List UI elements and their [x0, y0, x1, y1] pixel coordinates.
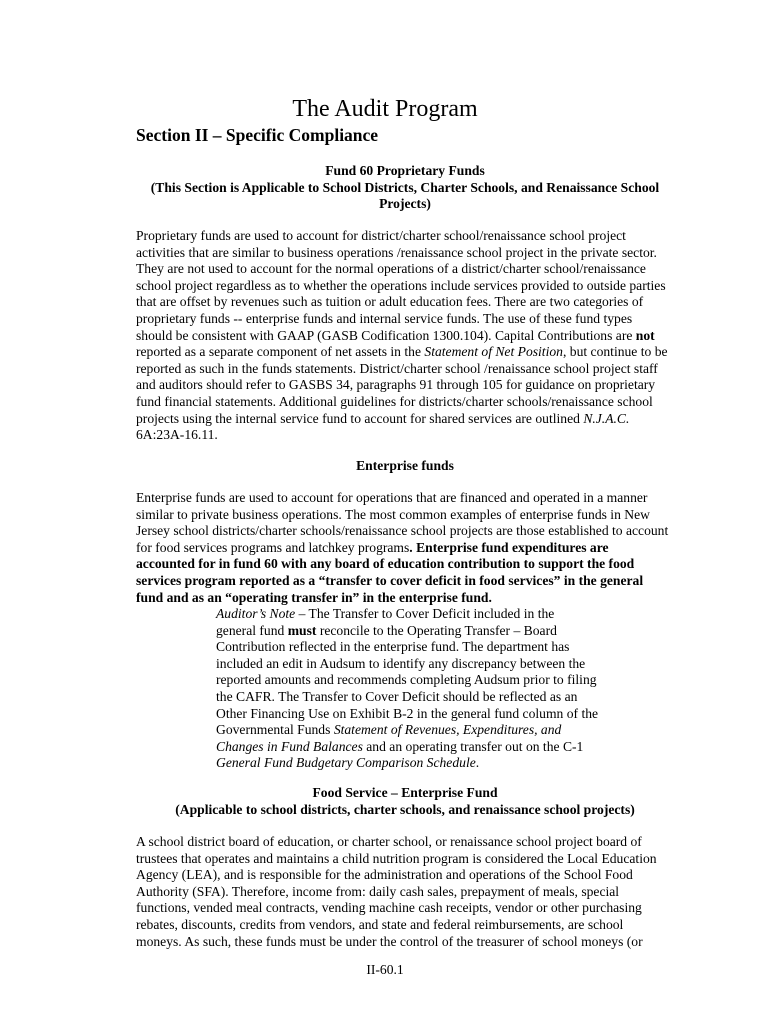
text-line: included an edit in Audsum to identify any discrepancy between the	[216, 655, 586, 671]
text-line	[216, 722, 636, 739]
text-line: 6A:23A-16.11.	[136, 427, 218, 443]
text-line: They are not used to account for the normal operations of a district/charter school/renaissance	[136, 261, 646, 277]
bold-emphasis: must	[287, 622, 317, 638]
bold-line: accounted for in fund 60 with any board of education contribution to support the food	[136, 556, 635, 572]
text-run: projects using the internal service fund to account for shared services are outlined	[136, 410, 584, 426]
fund-heading	[110, 163, 700, 213]
page-number: II-60.1	[366, 962, 404, 977]
text-line: A school district board of education, or charter school, or renaissance school project board of	[136, 834, 642, 849]
text-run: reconcile to the Operating Transfer – Board	[316, 622, 557, 638]
food-service-heading-line: Food Service – Enterprise Fund	[312, 785, 498, 800]
italic-citation: N.J.A.C.	[583, 410, 630, 426]
proprietary-funds-paragraph	[136, 228, 696, 444]
text-line: Contribution reflected in the enterprise fund. The department has	[216, 639, 570, 655]
text-run: Governmental Funds	[216, 722, 334, 738]
text-line: reported as such in the funds statements. District/charter school /renaissance school project staff	[136, 360, 658, 376]
text-line: trustees that operates and maintains a child nutrition program is considered the Local Education	[136, 850, 657, 866]
text-run: for food services programs and latchkey programs	[136, 539, 410, 555]
text-line	[136, 328, 696, 345]
text-line	[136, 344, 696, 361]
text-line	[216, 623, 636, 640]
text-line: functions, vended meal contracts, vending machine cash receipts, vendor or other purchasing	[136, 900, 642, 916]
bold-line: fund and as an “operating transfer in” in the enterprise fund.	[136, 589, 492, 605]
text-run: and an operating transfer out on the C-1	[362, 738, 584, 754]
food-service-heading	[110, 785, 700, 818]
section-heading: Section II – Specific Compliance	[136, 125, 379, 145]
text-line: Agency (LEA), and is responsible for the administration and operations of the School Food	[136, 867, 633, 883]
text-line: Jersey school districts/charter schools/renaissance school projects are those established to account	[136, 523, 669, 539]
italic-title: Changes in Fund Balances	[216, 738, 363, 754]
text-line: the CAFR. The Transfer to Cover Deficit should be reflected as an	[216, 688, 578, 704]
text-line: Enterprise funds are used to account for operations that are financed and operated in a manner	[136, 490, 648, 505]
text-run: .	[475, 755, 480, 771]
text-run: should be consistent with GAAP (GASB Codification 1300.104). Capital Contributions are	[136, 327, 636, 343]
italic-title: Statement of Revenues, Expenditures, and	[333, 722, 562, 738]
text-line: Authority (SFA). Therefore, income from: daily cash sales, prepayment of meals, special	[136, 883, 620, 899]
italic-title: Statement of Net Position	[424, 344, 563, 360]
text-line: fund financial statements. Additional guidelines for districts/charter schools/renaissance school	[136, 393, 653, 409]
bold-emphasis: . Enterprise fund expenditures are	[409, 539, 609, 555]
document-title: The Audit Program	[292, 96, 478, 122]
text-line: that are offset by revenues such as tuition or adult education fees. There are two categories of	[136, 294, 644, 310]
text-line	[136, 540, 696, 557]
text-line	[136, 411, 696, 428]
enterprise-heading-text: Enterprise funds	[356, 458, 454, 473]
italic-title: General Fund Budgetary Comparison Schedule	[216, 755, 476, 771]
text-line	[216, 739, 636, 756]
food-service-heading-line: (Applicable to school districts, charter schools, and renaissance school projects)	[175, 801, 635, 817]
text-run: general fund	[216, 622, 288, 638]
text-run: , but continue to be	[562, 344, 668, 360]
text-line: reported amounts and recommends completing Audsum prior to filing	[216, 672, 597, 688]
text-line: similar to private business operations. The most common examples of enterprise funds in New	[136, 506, 650, 522]
fund-heading-line: Fund 60 Proprietary Funds	[325, 163, 485, 178]
text-line: school project regardless as to whether the operations include services provided to outside parties	[136, 277, 666, 293]
text-line: Other Financing Use on Exhibit B-2 in the general fund column of the	[216, 705, 599, 721]
text-line: Proprietary funds are used to account for district/charter school/renaissance school project	[136, 228, 626, 243]
bold-emphasis: not	[635, 327, 655, 343]
auditors-note	[216, 606, 636, 772]
text-run: – The Transfer to Cover Deficit included in the	[295, 606, 555, 621]
note-label: Auditor’s Note	[216, 606, 296, 621]
text-line: and auditors should refer to GASBS 34, paragraphs 91 through 105 for guidance on proprietary	[136, 377, 656, 393]
enterprise-funds-heading	[110, 458, 700, 475]
enterprise-funds-paragraph	[136, 490, 696, 606]
food-service-paragraph	[136, 834, 696, 950]
text-line	[216, 755, 636, 772]
text-line: activities that are similar to business operations /renaissance school project in the private sector.	[136, 244, 657, 260]
text-line: rebates, discounts, credits from vendors, and state and federal reimbursements, are school	[136, 916, 624, 932]
fund-heading-line: (This Section is Applicable to School Districts, Charter Schools, and Renaissance School	[150, 179, 660, 195]
text-line: proprietary funds -- enterprise funds and internal service funds. The use of these fund types	[136, 310, 633, 326]
fund-heading-line: Projects)	[379, 196, 431, 211]
bold-line: services program reported as a “transfer to cover deficit in food services” in the general	[136, 572, 644, 588]
text-line: moneys. As such, these funds must be under the control of the treasurer of school moneys (or	[136, 933, 643, 949]
text-run: reported as a separate component of net assets in the	[136, 344, 425, 360]
text-line	[216, 606, 636, 623]
